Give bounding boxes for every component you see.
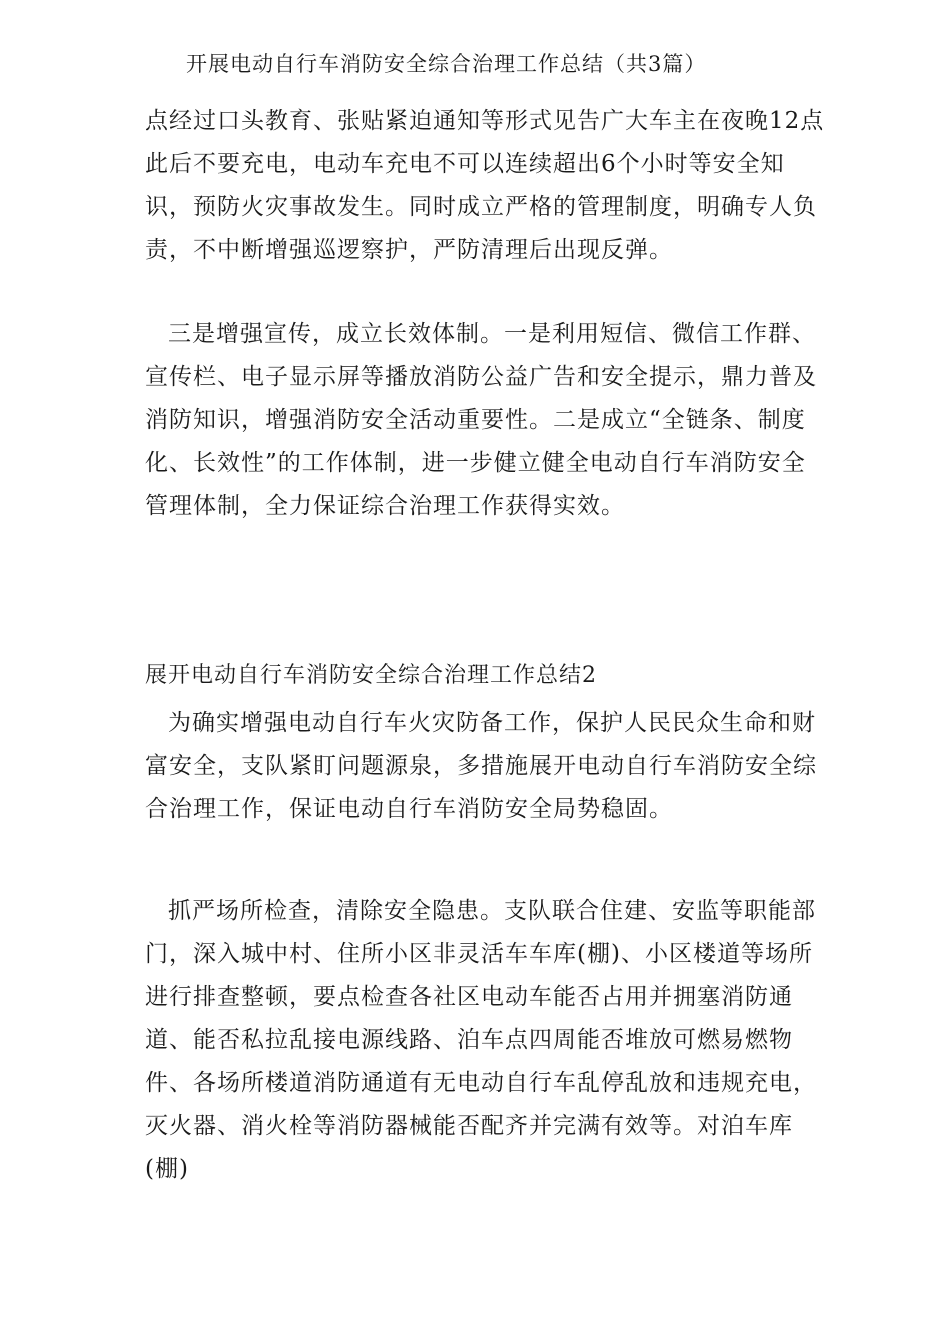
- paragraph-1: 点经过口头教育、张贴紧迫通知等形式见告广大车主在夜晚12点此后不要充电，电动车充电不可以连续超出6个小时等安全知识，预防火灾事故发生。同时成立严格的管理制度，明确专人负责，不中断增强巡逻察护，严防清理后出现反弹。: [145, 108, 825, 263]
- section-title: 展开电动自行车消防安全综合治理工作总结2: [145, 663, 597, 688]
- section-paragraph-1: 为确实增强电动自行车火灾防备工作，保护人民民众生命和财富安全，支队紧盯问题源泉，多措施展开电动自行车消防安全综合治理工作，保证电动自行车消防安全局势稳固。: [145, 710, 817, 822]
- page-header: 开展电动自行车消防安全综合治理工作总结（共3篇）: [186, 52, 707, 76]
- paragraph-2: 三是增强宣传，成立长效体制。一是利用短信、微信工作群、宣传栏、电子显示屏等播放消防公益广告和安全提示，鼎力普及消防知识，增强消防安全活动重要性。二是成立“全链条、制度化、长效性”的工作体制，进一步健立健全电动自行车消防安全管理体制，全力保证综合治理工作获得实效。: [145, 321, 817, 519]
- section-paragraph-2: 抓严场所检查，清除安全隐患。支队联合住建、安监等职能部门，深入城中村、住所小区非灵活车车库(棚)、小区楼道等场所进行排查整顿，要点检查各社区电动车能否占用并拥塞消防通道、能否私拉乱接电源线路、泊车点四周能否堆放可燃易燃物件、各场所楼道消防通道有无电动自行车乱停乱放和违规充电，灭火器、消火栓等消防器械能否配齐并完满有效等。对泊车库(棚): [145, 898, 817, 1182]
